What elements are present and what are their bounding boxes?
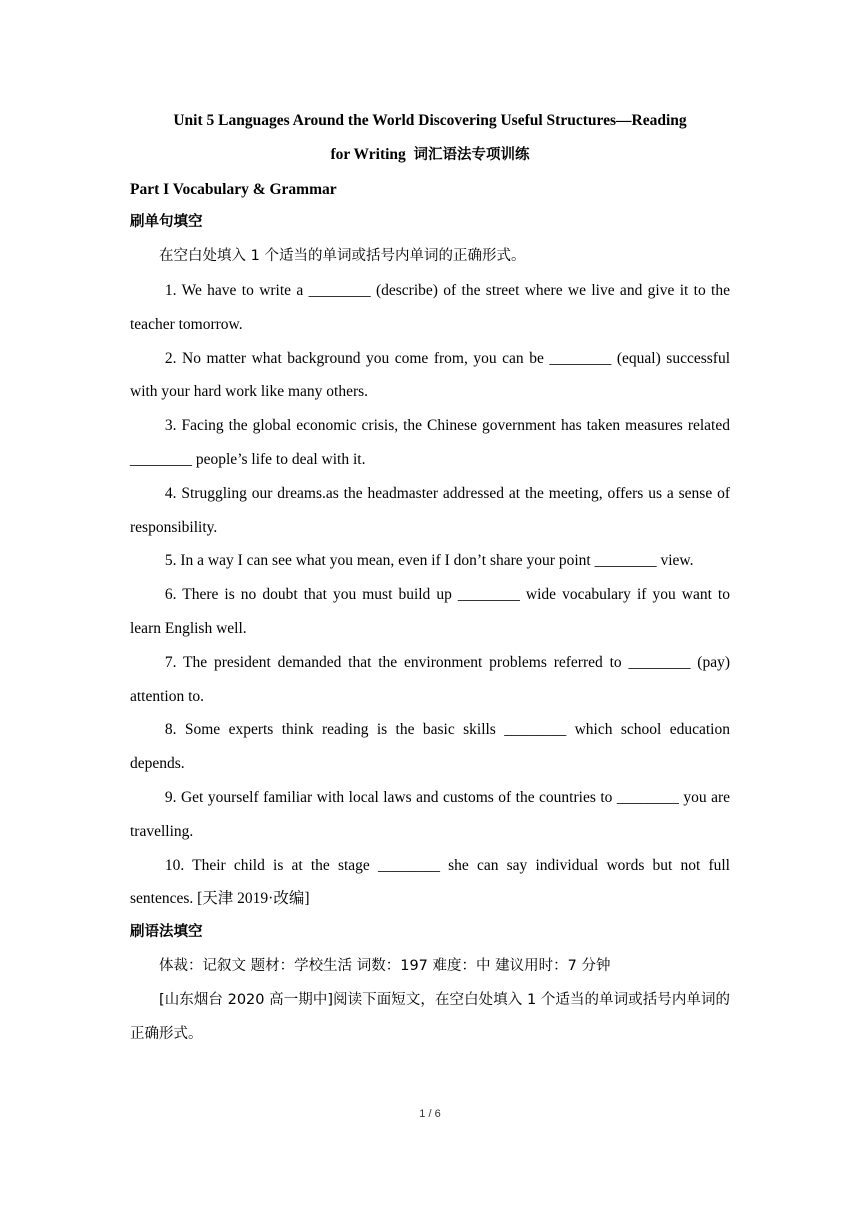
question-2: 2. No matter what background you come from, you can be ________ (equal) successful with your hard work like many others. [130, 349, 730, 401]
section1-instruction: 在空白处填入 1 个适当的单词或括号内单词的正确形式。 [159, 248, 526, 265]
question-3: 3. Facing the global economic crisis, the Chinese government has taken measures related ________ people’s life to deal with it. [130, 417, 730, 468]
section2-meta: 体裁：记叙文 题材：学校生活 词数：197 难度：中 建议用时：7 分钟 [159, 957, 611, 974]
document-title-line2 [130, 138, 730, 173]
question-1: 1. We have to write a ________ (describe) of the street where we live and give it to the teacher tomorrow. [130, 281, 730, 333]
title-line2-chinese: 词汇语法专项训练 [413, 146, 530, 163]
document-content [130, 104, 730, 1051]
section2-heading: 刷语法填空 [130, 924, 203, 941]
part1-heading: Part I Vocabulary & Grammar [130, 180, 337, 198]
question-8: 8. Some experts think reading is the basic skills ________ which school education depends. [130, 721, 730, 773]
document-title-line1 [130, 104, 730, 138]
question-4: 4. Struggling our dreams.as the headmaster addressed at the meeting, offers us a sense of responsibility. [130, 484, 730, 536]
section2-instruction: [山东烟台 2020 高一期中]阅读下面短文，在空白处填入 1 个适当的单词或括号内单词的正确形式。 [130, 991, 730, 1042]
title-line1-text: Unit 5 Languages Around the World Discovering Useful Structures—Reading [173, 112, 687, 129]
page-number: 1 / 6 [419, 1108, 441, 1120]
title-line2-english: for Writing [330, 145, 406, 163]
section1-heading: 刷单句填空 [130, 214, 203, 231]
question-7: 7. The president demanded that the environment problems referred to ________ (pay) attention to. [130, 653, 730, 705]
question-6: 6. There is no doubt that you must build up ________ wide vocabulary if you want to learn English well. [130, 586, 730, 637]
question-10: 10. Their child is at the stage ________ she can say individual words but not full sentences. [天津 2019·改编] [130, 856, 730, 908]
question-9: 9. Get yourself familiar with local laws and customs of the countries to ________ you are travelling. [130, 788, 730, 840]
question-5: 5. In a way I can see what you mean, even if I don’t share your point ________ view. [164, 552, 694, 570]
